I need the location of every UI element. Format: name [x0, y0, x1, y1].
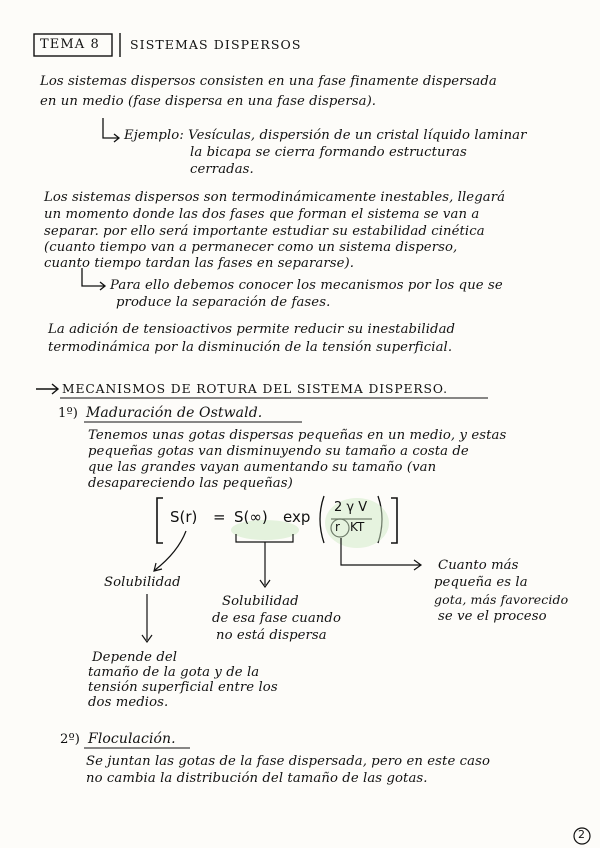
annot-small-3: gota, más favorecido: [434, 592, 569, 607]
formula-r: r: [335, 520, 340, 534]
stability-line-4: (cuanto tiempo van a permanecer como un sistema disperso,: [44, 240, 458, 255]
example-line-1: Ejemplo: Vesículas, dispersión de un cristal líquido laminar: [124, 128, 527, 143]
annot-depends-2: tamaño de la gota y de la: [88, 665, 260, 680]
example-line-2: la bicapa se cierra formando estructuras: [190, 145, 467, 160]
ostwald-text-3: que las grandes vayan aumentando su tamaño (van: [88, 460, 437, 475]
annot-depends-3: tensión superficial entre los: [88, 680, 278, 695]
ostwald-number: 1º): [58, 406, 79, 421]
stability-line-2: un momento donde las dos fases que forman el sistema se van a: [44, 207, 480, 222]
floc-text-1: Se juntan las gotas de la fase dispersada, pero en este caso: [86, 754, 491, 769]
formula-equals: =: [213, 508, 226, 526]
formula-numerator: 2 γ V: [334, 500, 368, 515]
formula-exp: exp: [283, 508, 311, 526]
annot-depends-1: Depende del: [92, 650, 178, 665]
tema-label: TEMA 8: [40, 37, 100, 52]
ostwald-title: Maduración de Ostwald.: [86, 405, 263, 421]
floc-number: 2º): [60, 732, 81, 747]
formula-s-inf: S(∞): [234, 508, 268, 526]
tensioactive-line-1: La adición de tensioactivos permite reducir su inestabilidad: [48, 322, 456, 337]
ostwald-text-2: pequeñas gotas van disminuyendo su tamaño a costa de: [88, 444, 469, 459]
annot-small-1: Cuanto más: [438, 558, 519, 573]
page-number: 2: [578, 828, 585, 841]
formula-lhs: S(r): [170, 508, 198, 526]
note-line-2: produce la separación de fases.: [116, 295, 331, 310]
note-line-1: Para ello debemos conocer los mecanismos por los que se: [110, 278, 503, 293]
stability-line-1: Los sistemas dispersos son termodinámicamente inestables, llegará: [44, 190, 506, 205]
annot-small-4: se ve el proceso: [438, 609, 547, 624]
arrow-solubilidad: [155, 531, 186, 570]
section-title: MECANISMOS DE ROTURA DEL SISTEMA DISPERSO.: [62, 382, 448, 396]
stability-line-5: cuanto tiempo tardan las fases en separarse).: [44, 256, 355, 271]
annot-sol-fase-2: de esa fase cuando: [212, 611, 341, 626]
formula-denominator: KT: [350, 520, 365, 534]
floc-title: Floculación.: [88, 731, 176, 747]
intro-line-2: en un medio (fase dispersa en una fase dispersa).: [40, 94, 377, 109]
ostwald-text-4: desapareciendo las pequeñas): [88, 476, 293, 491]
ostwald-text-1: Tenemos unas gotas dispersas pequeñas en un medio, y estas: [88, 428, 507, 443]
formula-right-bracket: [391, 498, 397, 543]
formula-left-bracket: [157, 498, 163, 543]
tensioactive-line-2: termodinámica por la disminución de la tensión superficial.: [48, 340, 453, 355]
intro-line-1: Los sistemas dispersos consisten en una fase finamente dispersada: [40, 74, 497, 89]
example-line-3: cerradas.: [190, 162, 254, 177]
annot-sol-fase-1: Solubilidad: [222, 594, 299, 609]
stability-line-3: separar. por ello será importante estudiar su estabilidad cinética: [44, 224, 485, 239]
floc-text-2: no cambia la distribución del tamaño de las gotas.: [86, 771, 428, 786]
annot-small-2: pequeña es la: [434, 575, 528, 590]
annot-depends-4: dos medios.: [88, 695, 169, 710]
annot-sol-fase-3: no está dispersa: [216, 628, 327, 643]
annot-solubilidad: Solubilidad: [104, 575, 181, 590]
page-title: SISTEMAS DISPERSOS: [130, 37, 302, 52]
